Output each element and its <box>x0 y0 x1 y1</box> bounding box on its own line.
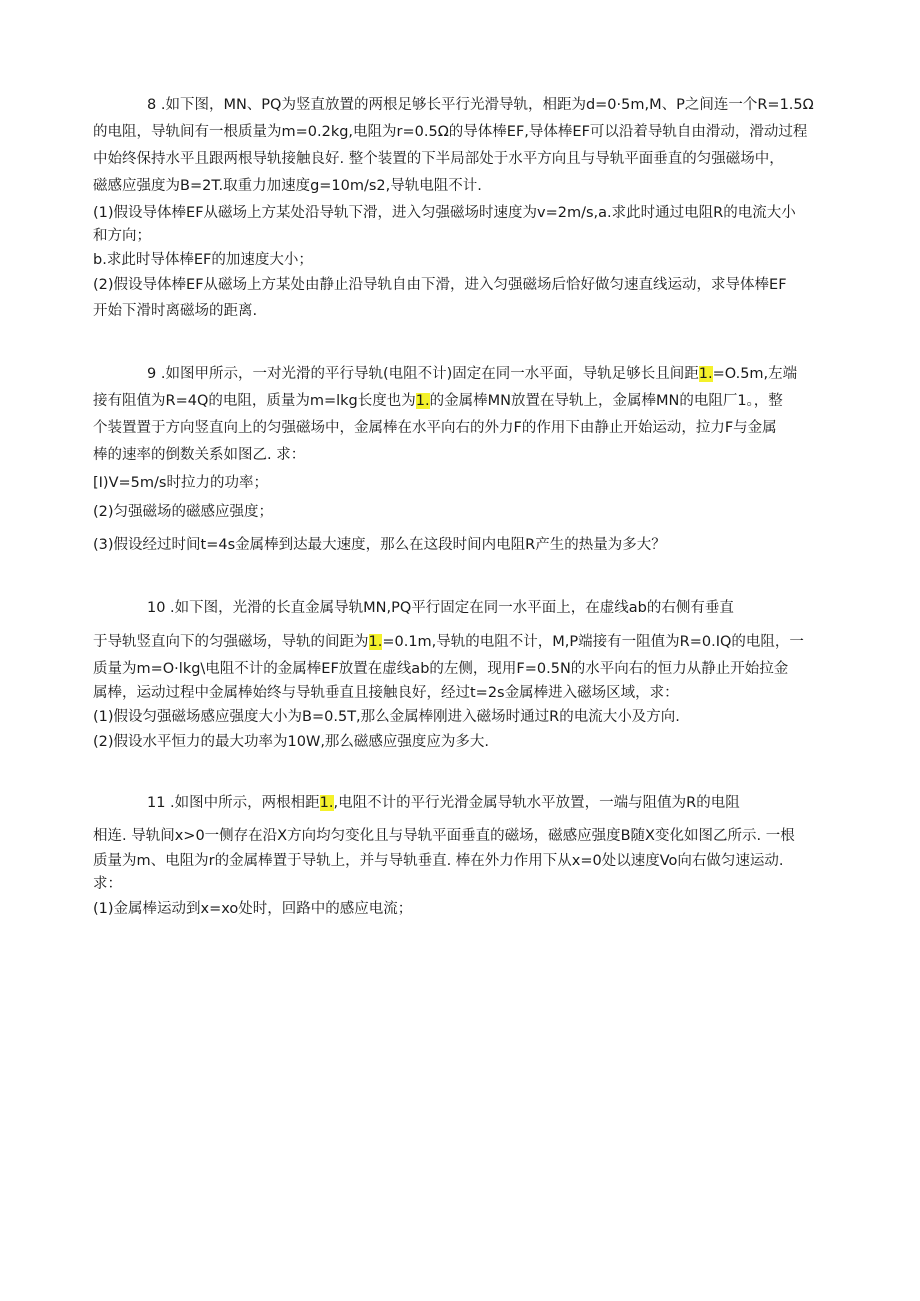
problem-9-line-7: (3)假设经过时间t=4s金属棒到达最大速度，那么在这段时间内电阻R产生的热量为多大？ <box>93 537 666 553</box>
problem-9-line-1 <box>147 364 797 384</box>
problem-9-line-1-text-b: =O.5m,左端 <box>712 366 798 382</box>
problem-11-line-1-text-a: 11 .如图中所示，两根相距 <box>147 795 320 811</box>
problem-8-line-3: 中始终保持水平且跟两根导轨接触良好. 整个装置的下半局部处于水平方向且与导轨平面垂直的匀强磁场中， <box>93 151 784 167</box>
problem-11-line-3: 质量为m、电阻为r的金属棒置于导轨上，并与导轨垂直. 棒在外力作用下从x=0处以速度Vo向右做匀速运动. <box>93 853 784 869</box>
problem-8-line-8: (2)假设导体棒EF从磁场上方某处由静止沿导轨自由下滑，进入匀强磁场后恰好做匀速直线运动，求导体棒EF <box>93 277 787 293</box>
problem-11-line-5: (1)金属棒运动到x=xo处时，回路中的感应电流； <box>93 901 413 917</box>
problem-10-line-3: 质量为m=O·lkg\电阻不计的金属棒EF放置在虚线ab的左侧，现用F=0.5N的水平向右的恒力从静止开始拉金 <box>93 661 789 677</box>
problem-8-line-9: 开始下滑时离磁场的距离. <box>93 303 258 319</box>
problem-9-line-4: 棒的速率的倒数关系如图乙. 求： <box>93 447 306 463</box>
problem-9-line-3: 个装置置于方向竖直向上的匀强磁场中，金属棒在水平向右的外力F的作用下由静止开始运动，拉力F与金属 <box>93 420 777 436</box>
problem-10-line-5: (1)假设匀强磁场感应强度大小为B=0.5T,那么金属棒刚进入磁场时通过R的电流大小及方向. <box>93 709 680 725</box>
highlight-mark: 1. <box>698 366 713 382</box>
problem-8-line-4: 磁感应强度为B=2T.取重力加速度g=10m∕s2,导轨电阻不计. <box>93 178 482 194</box>
problem-9-line-2-text-b: 的金属棒MN放置在导轨上，金属棒MN的电阻厂1。，整 <box>429 393 783 409</box>
problem-10-line-2 <box>93 632 804 652</box>
problem-9-line-2 <box>93 391 783 411</box>
problem-10-line-6: (2)假设水平恒力的最大功率为10W,那么磁感应强度应为多大. <box>93 734 490 750</box>
highlight-mark: 1. <box>415 393 430 409</box>
problem-11-line-4: 求： <box>93 876 122 892</box>
problem-8-line-1: 8 .如下图，MN、PQ为竖直放置的两根足够长平行光滑导轨，相距为d=0·5m,M、P之间连一个R=1.5Ω <box>147 97 814 113</box>
problem-9-line-2-text-a: 接有阻值为R=4Q的电阻，质量为m=lkg长度也为 <box>93 393 416 409</box>
problem-8-line-7: b.求此时导体棒EF的加速度大小； <box>93 252 313 268</box>
problem-8-line-5: (1)假设导体棒EF从磁场上方某处沿导轨下滑，进入匀强磁场时速度为v=2m∕s,a.求此时通过电阻R的电流大小 <box>93 205 796 221</box>
problem-10-line-1: 10 .如下图，光滑的长直金属导轨MN,PQ平行固定在同一水平面上，在虚线ab的右侧有垂直 <box>147 600 734 616</box>
problem-9-line-1-text-a: 9 .如图甲所示，一对光滑的平行导轨(电阻不计)固定在同一水平面，导轨足够长且间距 <box>147 366 699 382</box>
highlight-mark: 1. <box>319 795 334 811</box>
problem-9-line-5: [I)V=5m∕s时拉力的功率； <box>93 475 268 491</box>
problem-10-line-2-text-a: 于导轨竖直向下的匀强磁场，导轨的间距为 <box>93 634 369 650</box>
problem-9-line-6: (2)匀强磁场的磁感应强度； <box>93 504 274 520</box>
problem-11-line-1 <box>147 793 740 813</box>
problem-11-line-1-text-b: ,电阻不计的平行光滑金属导轨水平放置，一端与阻值为R的电阻 <box>333 795 740 811</box>
highlight-mark: 1. <box>368 634 383 650</box>
problem-10-line-2-text-b: =0.1m,导轨的电阻不计，M,P端接有一阻值为R=0.IQ的电阻，一 <box>382 634 804 650</box>
problem-11-line-2: 相连. 导轨间x>0一侧存在沿X方向均匀变化且与导轨平面垂直的磁场，磁感应强度B随X变化如图乙所示. 一根 <box>93 828 795 844</box>
problem-8-line-6: 和方向； <box>93 228 151 244</box>
problem-10-line-4: 属棒，运动过程中金属棒始终与导轨垂直且接触良好，经过t=2s金属棒进入磁场区域，求： <box>93 685 679 701</box>
problem-8-line-2: 的电阻，导轨间有一根质量为m=0.2kg,电阻为r=0.5Ω的导体棒EF,导体棒EF可以沿着导轨自由滑动，滑动过程 <box>93 124 808 140</box>
